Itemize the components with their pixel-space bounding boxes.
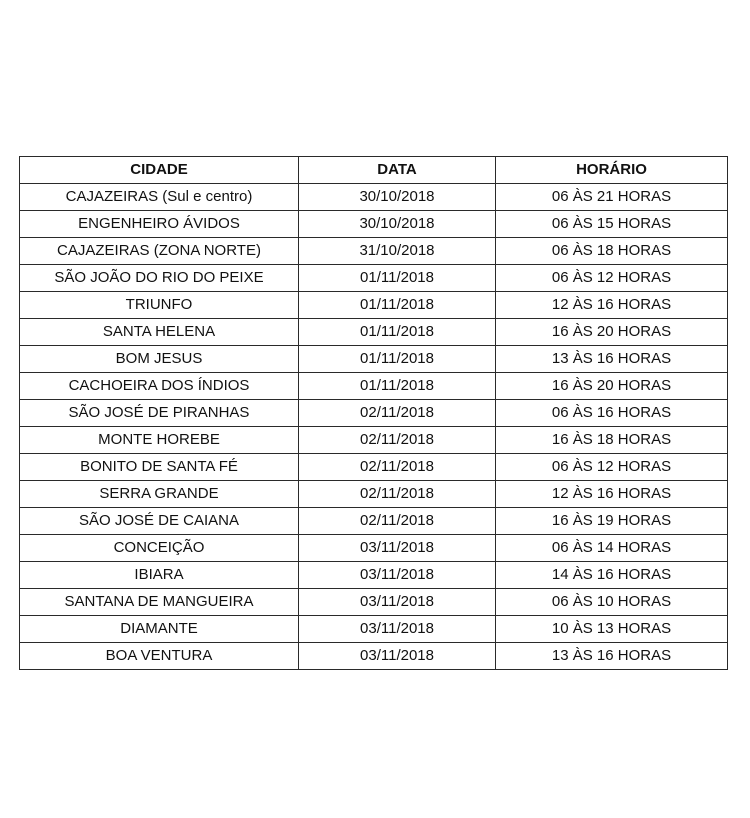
cell-horario: 16 ÀS 20 HORAS [496, 319, 728, 346]
cell-data: 02/11/2018 [299, 454, 496, 481]
cell-data: 01/11/2018 [299, 292, 496, 319]
header-data: DATA [299, 157, 496, 184]
cell-data: 03/11/2018 [299, 562, 496, 589]
cell-cidade: BOM JESUS [20, 346, 299, 373]
cell-horario: 12 ÀS 16 HORAS [496, 292, 728, 319]
table-row [20, 373, 728, 400]
header-horario: HORÁRIO [496, 157, 728, 184]
cell-data: 02/11/2018 [299, 400, 496, 427]
cell-cidade: TRIUNFO [20, 292, 299, 319]
table-row [20, 589, 728, 616]
table-row [20, 643, 728, 670]
cell-data: 01/11/2018 [299, 346, 496, 373]
table-row [20, 562, 728, 589]
cell-cidade: CAJAZEIRAS (Sul e centro) [20, 184, 299, 211]
cell-data: 31/10/2018 [299, 238, 496, 265]
cell-cidade: CAJAZEIRAS (ZONA NORTE) [20, 238, 299, 265]
cell-horario: 13 ÀS 16 HORAS [496, 643, 728, 670]
table-row [20, 508, 728, 535]
cell-horario: 12 ÀS 16 HORAS [496, 481, 728, 508]
cell-horario: 16 ÀS 20 HORAS [496, 373, 728, 400]
cell-horario: 06 ÀS 12 HORAS [496, 454, 728, 481]
cell-horario: 06 ÀS 12 HORAS [496, 265, 728, 292]
table-row [20, 400, 728, 427]
cell-horario: 10 ÀS 13 HORAS [496, 616, 728, 643]
table-row [20, 292, 728, 319]
cell-cidade: SÃO JOSÉ DE PIRANHAS [20, 400, 299, 427]
cell-cidade: CACHOEIRA DOS ÍNDIOS [20, 373, 299, 400]
cell-horario: 06 ÀS 15 HORAS [496, 211, 728, 238]
table-row [20, 265, 728, 292]
table-row [20, 238, 728, 265]
cell-data: 02/11/2018 [299, 508, 496, 535]
cell-cidade: CONCEIÇÃO [20, 535, 299, 562]
cell-data: 03/11/2018 [299, 535, 496, 562]
cell-cidade: SERRA GRANDE [20, 481, 299, 508]
cell-cidade: IBIARA [20, 562, 299, 589]
table-row [20, 319, 728, 346]
cell-data: 30/10/2018 [299, 211, 496, 238]
cell-cidade: ENGENHEIRO ÁVIDOS [20, 211, 299, 238]
cell-cidade: SANTA HELENA [20, 319, 299, 346]
cell-data: 02/11/2018 [299, 427, 496, 454]
table-row [20, 427, 728, 454]
table-row [20, 211, 728, 238]
cell-data: 01/11/2018 [299, 265, 496, 292]
cell-data: 02/11/2018 [299, 481, 496, 508]
cell-horario: 06 ÀS 16 HORAS [496, 400, 728, 427]
cell-cidade: BOA VENTURA [20, 643, 299, 670]
table-row [20, 616, 728, 643]
table-row [20, 481, 728, 508]
table-row [20, 535, 728, 562]
cell-cidade: SÃO JOÃO DO RIO DO PEIXE [20, 265, 299, 292]
cell-data: 03/11/2018 [299, 643, 496, 670]
cell-horario: 16 ÀS 18 HORAS [496, 427, 728, 454]
cell-data: 03/11/2018 [299, 616, 496, 643]
cell-data: 01/11/2018 [299, 373, 496, 400]
schedule-table [19, 156, 728, 670]
cell-data: 03/11/2018 [299, 589, 496, 616]
header-cidade: CIDADE [20, 157, 299, 184]
cell-horario: 16 ÀS 19 HORAS [496, 508, 728, 535]
table-row [20, 184, 728, 211]
cell-horario: 06 ÀS 21 HORAS [496, 184, 728, 211]
cell-horario: 06 ÀS 10 HORAS [496, 589, 728, 616]
cell-horario: 13 ÀS 16 HORAS [496, 346, 728, 373]
cell-data: 01/11/2018 [299, 319, 496, 346]
cell-horario: 06 ÀS 18 HORAS [496, 238, 728, 265]
table-row [20, 346, 728, 373]
cell-cidade: SÃO JOSÉ DE CAIANA [20, 508, 299, 535]
cell-data: 30/10/2018 [299, 184, 496, 211]
table-header-row [20, 157, 728, 184]
cell-cidade: BONITO DE SANTA FÉ [20, 454, 299, 481]
cell-cidade: SANTANA DE MANGUEIRA [20, 589, 299, 616]
cell-horario: 14 ÀS 16 HORAS [496, 562, 728, 589]
table-row [20, 454, 728, 481]
cell-cidade: DIAMANTE [20, 616, 299, 643]
cell-cidade: MONTE HOREBE [20, 427, 299, 454]
cell-horario: 06 ÀS 14 HORAS [496, 535, 728, 562]
